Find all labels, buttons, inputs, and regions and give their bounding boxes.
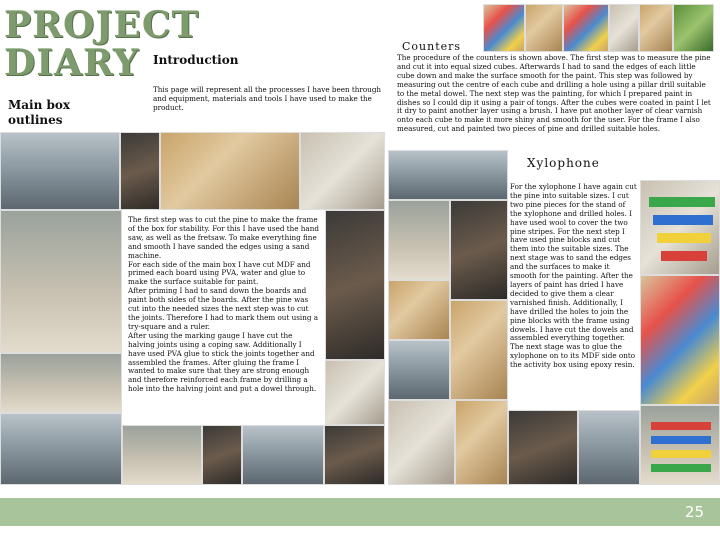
title-line-2: DIARY (4, 42, 140, 84)
photo-counters-sanding (639, 4, 673, 52)
photo-marking-joints (300, 132, 385, 210)
photo-gluing-frame (325, 360, 385, 425)
section-subtitle: Main box outlines (8, 98, 71, 127)
photo-finished-xylophone (640, 405, 720, 485)
counters-heading: Counters (402, 40, 462, 53)
finished-bar-green (651, 464, 711, 472)
xylophone-bar-red (661, 251, 707, 261)
photo-counters-cutting (525, 4, 563, 52)
photo-assembled-frame (0, 353, 122, 413)
intro-heading: Introduction (153, 53, 239, 67)
photo-student-painting (202, 425, 242, 485)
photo-gluing-xylophone (508, 410, 578, 485)
photo-counters-painting (483, 4, 525, 52)
photo-dowel-cutting (450, 300, 508, 400)
photo-epoxy-resin (578, 410, 640, 485)
photo-sanding-board (160, 132, 300, 210)
photo-counters-dishes (563, 4, 609, 52)
finished-bar-blue (651, 436, 711, 444)
photo-xylophone-student (450, 200, 508, 300)
xylophone-bar-yellow (657, 233, 711, 243)
photo-xylophone-bars (640, 180, 720, 275)
page-title (4, 6, 199, 82)
photo-pine-frame (0, 210, 122, 353)
main-box-text: The first step was to cut the pine to make the frame of the box for stability. For this I have used the hand saw, as well as the fretsaw. To make everything fine and smooth I have sanded the edges using a sand machine. For each side of the main box I have cut MDF and primed each board using PVA, water and glue to make the surface suitable for paint. After priming I had to sand down the boards and paint both sides of the boards. After the pine was cut into the needed sizes the next step was to cut the joints. Therefore I had to mark them out using a try-square and a ruler. After using the marking gauge I have cut the halving joints using a coping saw. Additionally I have used PVA glue to stick the joints together and assembled the frames. After gluing the frame I wanted to make sure that they are strong enough and therefore reinforced each frame by drilling a hole into the halving joint and put a dowel through. (128, 215, 319, 394)
title-line-1: PROJECT (4, 4, 200, 46)
main-box-textbox (123, 212, 323, 424)
photo-painted-blocks (640, 275, 720, 405)
photo-sand-machine (242, 425, 324, 485)
photo-student-workbench (325, 210, 385, 360)
xylophone-bar-green (649, 197, 715, 207)
photo-frame-floor (122, 425, 202, 485)
photo-pine-blocks (388, 200, 450, 280)
xylophone-bar-blue (653, 215, 713, 225)
photo-xylophone-workshop (388, 150, 508, 200)
counters-text: The procedure of the counters is shown above. The first step was to measure the pine and cut it into equal sized cubes. Afterwards I had to sand the edges of each little cube down and make the surface smooth for the paint. This step was followed by measuring out the centre of each cube and drilling a hole using a pillar drill suitable to the metal dowel. The next step was the painting, for which I prepared paint in dishes so I could dip it using a pair of tongs. After the cubes were coated in paint I let it dry to paint another layer using a brush. I have put another layer of clear varnish onto each cube to make it more shiny and smooth for the user. For the frame I also measured, cut and painted two pieces of pine and drilled suitable holes. (397, 53, 711, 134)
finished-bar-red (651, 422, 711, 430)
photo-wool-covering (388, 400, 455, 485)
photo-pine-strips (388, 280, 450, 340)
page-number: 25 (684, 503, 704, 521)
photo-drilling (0, 413, 122, 485)
photo-counters-frame (673, 4, 714, 52)
intro-text: This page will represent all the processes I have been through and equipment, materials and tools I have used to make the product. (153, 85, 382, 112)
finished-bar-yellow (651, 450, 711, 458)
photo-workshop-room (0, 132, 120, 210)
photo-drill-press (388, 340, 450, 400)
photo-counters-drying (609, 4, 639, 52)
photo-student-sawing (120, 132, 160, 210)
photo-student-sanding (324, 425, 385, 485)
xylophone-text: For the xylophone I have again cut the pine into suitable sizes. I cut two pine pieces for the stand of the xylophone and drilled holes. I have used wool to cover the two pine stripes. For the next step I have used pine blocks and cut them into the suitable sizes. The next stage was to sand the edges and the surfaces to make it smooth for the painting. After the layers of paint has dried I have decided to give them a clear varnished finish. Additionally, I have drilled the holes to join the pine blocks with the frame using dowels. I have cut the dowels and assembled everything together. The next stage was to glue the xylophone on to its MDF side onto the activity box using epoxy resin. (510, 182, 637, 370)
photo-xylophone-stand (455, 400, 508, 485)
footer-bar (0, 498, 720, 526)
xylophone-heading: Xylophone (527, 156, 600, 170)
